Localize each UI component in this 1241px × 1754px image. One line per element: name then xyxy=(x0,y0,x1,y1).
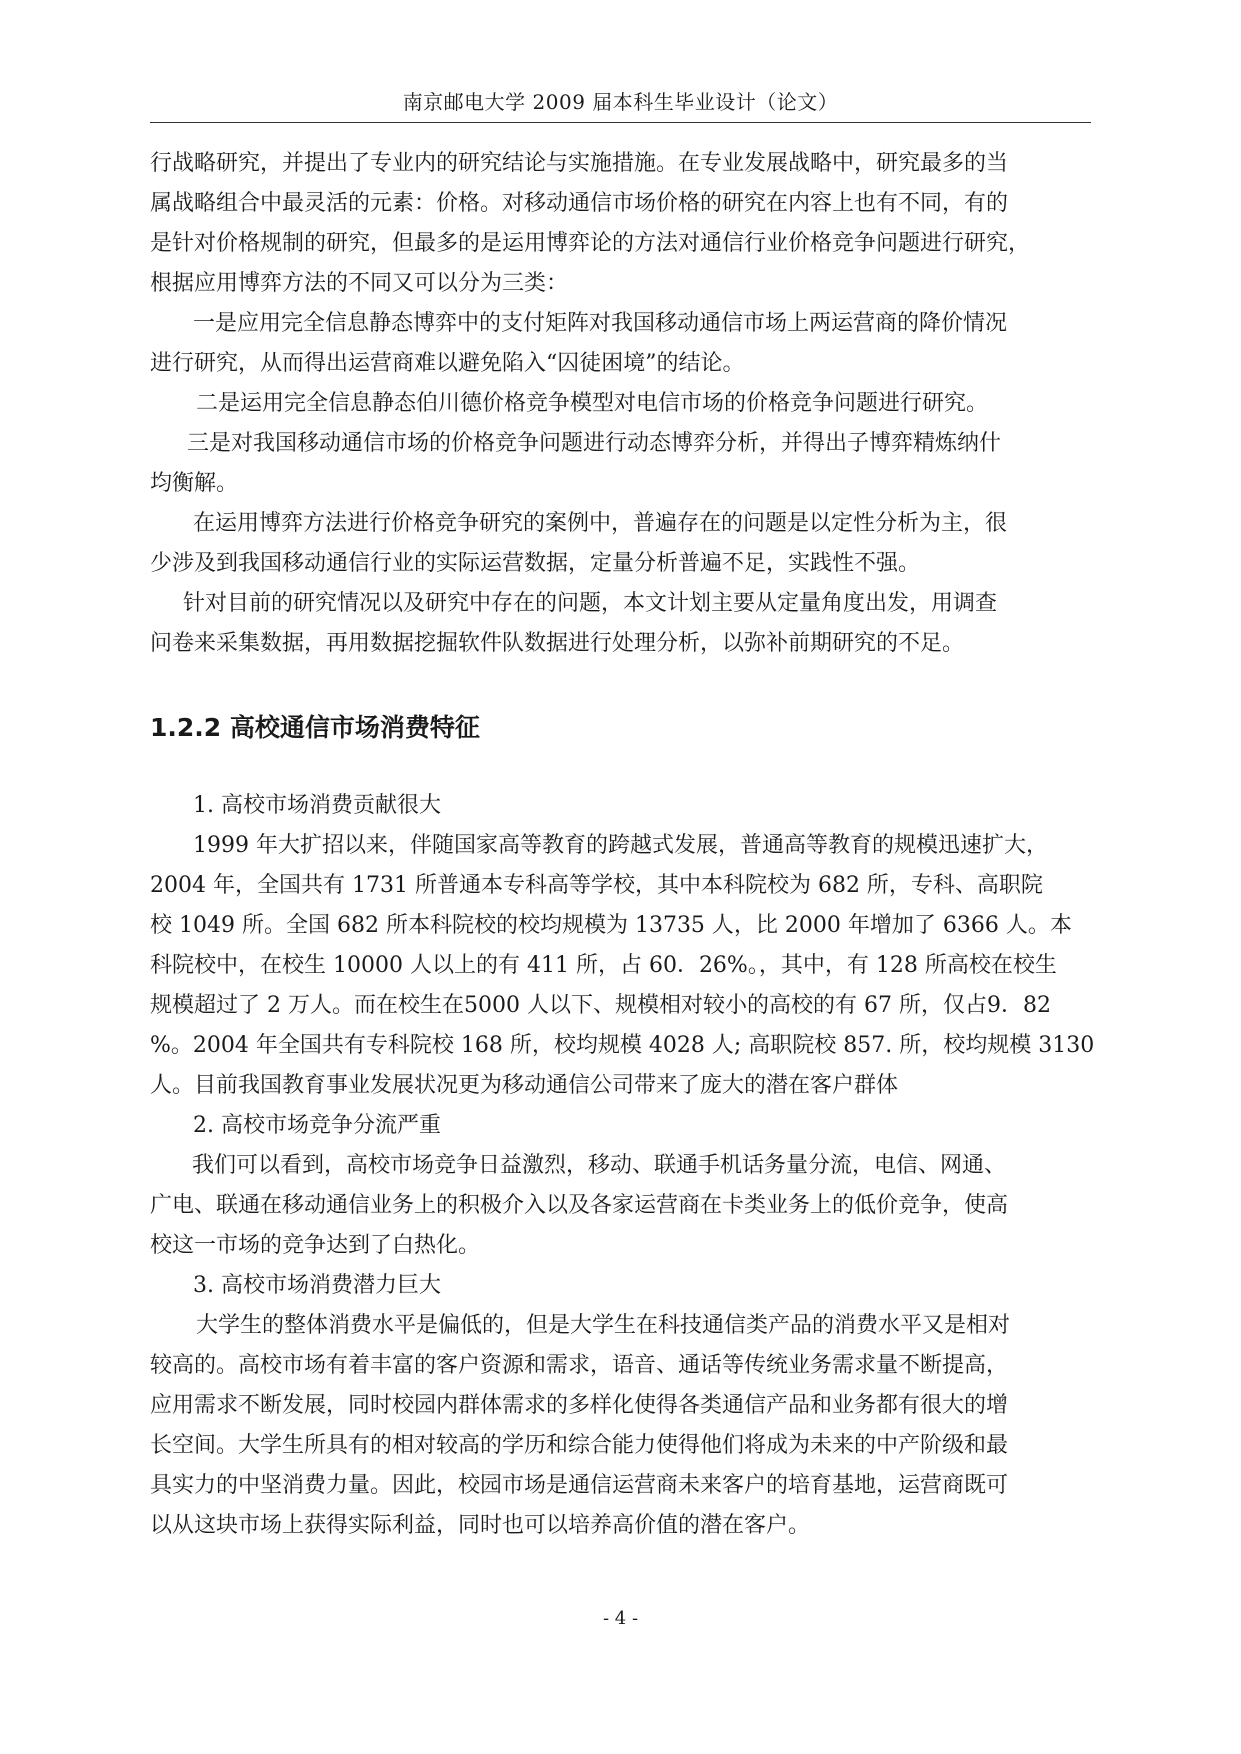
text-line: 2004 年，全国共有 1731 所普通本专科高等学校，其中本科院校为 682 所，专科、高职院 xyxy=(150,873,1043,898)
text-line: 二是运用完全信息静态伯川德价格竞争模型对电信市场的价格竞争问题进行研究。 xyxy=(196,391,989,416)
text-line: 以从这块市场上获得实际利益，同时也可以培养高价值的潜在客户。 xyxy=(150,1513,811,1538)
text-line: 在运用博弈方法进行价格竞争研究的案例中，普遍存在的问题是以定性分析为主，很 xyxy=(193,511,1008,536)
page-number: - 4 - xyxy=(602,1608,639,1629)
page-header: 南京邮电大学 2009 届本科生毕业设计（论文） xyxy=(402,90,839,114)
header-divider xyxy=(150,122,1091,123)
text-line: 应用需求不断发展，同时校园内群体需求的多样化使得各类通信产品和业务都有很大的增 xyxy=(150,1393,1009,1418)
text-line: 1999 年大扩招以来，伴随国家高等教育的跨越式发展，普通高等教育的规模迅速扩大， xyxy=(193,833,1048,858)
text-line: 一是应用完全信息静态博弈中的支付矩阵对我国移动通信市场上两运营商的降价情况 xyxy=(193,311,1008,336)
paragraph-research-plan xyxy=(150,584,1143,664)
text-line: 长空间。大学生所具有的相对较高的学历和综合能力使得他们将成为未来的中产阶级和最 xyxy=(150,1433,1009,1458)
text-line: 问卷来采集数据，再用数据挖掘软件队数据进行处理分析，以弥补前期研究的不足。 xyxy=(150,631,965,656)
text-line: 三是对我国移动通信市场的价格竞争问题进行动态博弈分析，并得出子博弈精炼纳什 xyxy=(187,431,1002,456)
text-line: 进行研究，从而得出运营商难以避免陷入“囚徒困境”的结论。 xyxy=(150,351,745,376)
text-line: 3. 高校市场消费潜力巨大 xyxy=(193,1273,441,1298)
text-line: 较高的。高校市场有着丰富的客户资源和需求，语音、通话等传统业务需求量不断提高， xyxy=(150,1353,1009,1378)
text-line: 我们可以看到，高校市场竞争日益激烈，移动、联通手机话务量分流，电信、网通、 xyxy=(192,1153,1007,1178)
text-line: 1. 高校市场消费贡献很大 xyxy=(193,793,441,818)
text-line: 校 1049 所。全国 682 所本科院校的校均规模为 13735 人，比 2000 年增加了 6366 人。本 xyxy=(150,913,1072,938)
text-line: 少涉及到我国移动通信行业的实际运营数据，定量分析普遍不足，实践性不强。 xyxy=(150,551,921,576)
paragraph-method-one xyxy=(150,304,1153,384)
text-line: 针对目前的研究情况以及研究中存在的问题，本文计划主要从定量角度出发，用调查 xyxy=(183,591,998,616)
text-line: 根据应用博弈方法的不同又可以分为三类： xyxy=(150,271,569,296)
text-line: 均衡解。 xyxy=(150,471,239,496)
text-line: 属战略组合中最灵活的元素：价格。对移动通信市场价格的研究在内容上也有不同，有的 xyxy=(150,191,1009,216)
list-item-title-2 xyxy=(150,1106,1153,1146)
text-line: 大学生的整体消费水平是偏低的，但是大学生在科技通信类产品的消费水平又是相对 xyxy=(196,1313,1011,1338)
text-line: 人。目前我国教育事业发展状况更为移动通信公司带来了庞大的潜在客户群体 xyxy=(150,1073,899,1098)
paragraph-method-three xyxy=(150,424,1147,504)
list-item-title-1 xyxy=(150,786,1153,826)
text-line: 2. 高校市场竞争分流严重 xyxy=(193,1113,441,1138)
paragraph-enrollment-growth xyxy=(150,826,1153,1106)
paragraph-consumption-potential xyxy=(150,1306,1156,1546)
section-heading: 1.2.2 高校通信市场消费特征 xyxy=(150,713,480,742)
paragraph-case-problems xyxy=(150,504,1153,584)
list-item-title-3 xyxy=(150,1266,1153,1306)
text-line: 广电、联通在移动通信业务上的积极介入以及各家运营商在卡类业务上的低价竞争，使高 xyxy=(150,1193,1009,1218)
paragraph-strategy-research xyxy=(150,144,1110,304)
text-line: %。2004 年全国共有专科院校 168 所，校均规模 4028 人; 高职院校 857. 所，校均规模 3130 xyxy=(150,1033,1095,1058)
text-line: 校这一市场的竞争达到了白热化。 xyxy=(150,1233,481,1258)
text-line: 规模超过了 2 万人。而在校生在5000 人以下、规模相对较小的高校的有 67 所，仅占9．82 xyxy=(150,993,1051,1018)
paragraph-competition xyxy=(150,1146,1152,1266)
text-line: 是针对价格规制的研究，但最多的是运用博弈论的方法对通信行业价格竞争问题进行研究， xyxy=(150,231,1031,256)
text-line: 具实力的中坚消费力量。因此，校园市场是通信运营商未来客户的培育基地，运营商既可 xyxy=(150,1473,1009,1498)
text-line: 科院校中，在校生 10000 人以上的有 411 所，占 60．26%。，其中，有 128 所高校在校生 xyxy=(150,953,1057,978)
text-line: 行战略研究，并提出了专业内的研究结论与实施措施。在专业发展战略中，研究最多的当 xyxy=(150,151,1009,176)
paragraph-method-two xyxy=(150,384,1156,424)
